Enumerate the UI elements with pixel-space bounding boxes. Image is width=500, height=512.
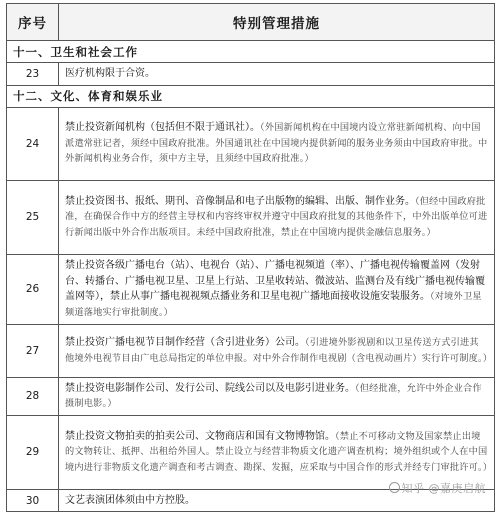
- row-number: 28: [7, 377, 59, 415]
- table-row: [7, 254, 495, 324]
- section-title: 十二、文化、体育和娱乐业: [7, 85, 495, 107]
- watermark-text: 知乎 @嘉庚启航: [401, 482, 486, 495]
- zhihu-watermark: [389, 480, 487, 496]
- section-title: 十一、卫生和社会工作: [7, 41, 495, 63]
- measure-main-text: 禁止投资新闻机构（包括但不限于通讯社）。: [65, 122, 260, 134]
- row-measure: [59, 107, 495, 180]
- row-number: 30: [7, 489, 59, 512]
- measure-note-text: （对境外卫星频道落地实行审批制度。）: [65, 291, 482, 318]
- measure-note-text: （但经批准，允许中外企业合作摄制电影。）: [65, 382, 482, 410]
- row-number: 25: [7, 180, 59, 254]
- table-row: [7, 415, 495, 489]
- measure-main-text: 禁止投资文物拍卖的拍卖公司、文物商店和国有文物博物馆。: [65, 430, 335, 442]
- row-measure: [59, 324, 495, 377]
- measure-note-text: （引进境外影视剧和以卫星传送方式引进其他境外电视节目由广电总局指定的单位申报。对中外合作制作电视剧（含电视动画片）实行许可制度。）: [65, 337, 493, 364]
- row-number: 26: [7, 254, 59, 324]
- zhihu-logo-icon: [389, 482, 400, 493]
- measure-note-text: （但经中国政府批准，在确保合作中方的经营主导权和内容终审权并遵守中国政府批复的其他条件下，中外出版单位可进行新闻出版中外合作出版项目。未经中国政府批准，禁止在中国境内提供金融信息服务。）: [65, 195, 488, 238]
- table-row: [7, 377, 495, 415]
- section-row: [7, 41, 495, 63]
- header-measure: 特别管理措施: [59, 4, 495, 41]
- measure-note-text: （外国新闻机构在中国境内设立常驻新闻机构、向中国派遣常驻记者，须经中国政府批准。外国通讯社在中国境内提供新闻的服务业务须由中国政府审批。中外新闻机构业务合作，须中方主导，且须经中国政府批准。）: [65, 122, 488, 165]
- measure-main-text: 禁止投资广播电视节目制作经营（含引进业务）公司。: [65, 337, 305, 348]
- section-row: [7, 85, 495, 107]
- row-number: 27: [7, 324, 59, 377]
- measure-main-text: 文艺表演团体须由中方控股。: [65, 494, 195, 506]
- row-measure: [59, 180, 495, 254]
- row-measure: [59, 415, 495, 489]
- table-row: [7, 107, 495, 180]
- measure-main-text: 禁止投资各级广播电台（站）、电视台（站）、广播电视频道（率）、广播电视传输覆盖网（发射台、转播台、广播电视卫星、卫星上行站、卫星收转站、微波站、监测台及有线广播电视传输覆盖网等），禁止从事广播电视视频点播业务和卫星电视广播地面接收设施安装服务。: [65, 259, 485, 303]
- row-number: 29: [7, 415, 59, 489]
- row-measure: [59, 63, 495, 86]
- table-row: [7, 324, 495, 377]
- table-row: [7, 180, 495, 254]
- measure-main-text: 禁止投资图书、报纸、期刊、音像制品和电子出版物的编辑、出版、制作业务。: [65, 195, 415, 207]
- row-number: 24: [7, 107, 59, 180]
- header-number: 序号: [7, 4, 59, 41]
- row-number: 23: [7, 63, 59, 86]
- table-row: [7, 63, 495, 86]
- measure-main-text: 医疗机构限于合资。: [65, 68, 155, 79]
- row-measure: [59, 254, 495, 324]
- table-header-row: [7, 4, 495, 41]
- measure-main-text: 禁止投资电影制作公司、发行公司、院线公司以及电影引进业务。: [65, 382, 355, 394]
- measure-note-text: （禁止不可移动文物及国家禁止出境的文物转让、抵押、出租给外国人。禁止设立与经营非物质文化遗产调查机构；境外组织或个人在中国境内进行非物质文化遗产调查和考古调查、勘探、发掘，应采取与中国合作的形式并经专门审批许可。）: [65, 430, 493, 474]
- special-measures-table: [6, 3, 495, 512]
- row-measure: [59, 377, 495, 415]
